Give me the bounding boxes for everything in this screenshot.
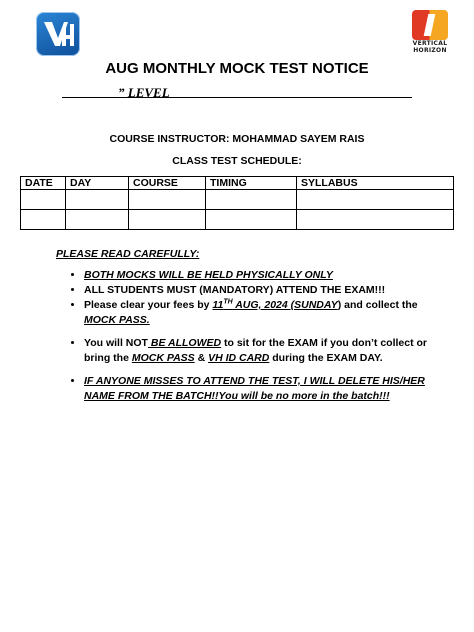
table-row	[21, 210, 454, 230]
vertical-horizon-logo	[409, 10, 451, 58]
mock-pass-text: MOCK PASS.	[84, 314, 150, 326]
table-cell	[129, 210, 206, 230]
note-mandatory: • ALL STUDENTS MUST (MANDATORY) ATTEND THE EXAM!!!	[84, 283, 436, 298]
table-cell	[66, 210, 129, 230]
vertical-horizon-logo-icon	[412, 10, 448, 40]
spacer	[84, 328, 436, 336]
vertical-horizon-wordmark: VERTICAL HORIZON	[412, 40, 448, 54]
level-label: ” LEVEL	[118, 85, 170, 100]
vh-id-card-text: VH ID CARD	[208, 352, 270, 364]
col-course: COURSE	[129, 177, 206, 190]
table-cell	[206, 210, 297, 230]
course-instructor: COURSE INSTRUCTOR: MOHAMMAD SAYEM RAIS	[109, 133, 365, 145]
table-cell	[21, 210, 66, 230]
spacer	[84, 366, 436, 374]
notice-title: AUG MONTHLY MOCK TEST NOTICE	[105, 60, 369, 77]
schedule-title: CLASS TEST SCHEDULE:	[172, 155, 302, 167]
not-allowed-text: BE ALLOWED	[147, 337, 222, 349]
note-delete-warning: • IF ANYONE MISSES TO ATTEND THE TEST, I WILL DELETE HIS/HER NAME FROM THE BATCH!!You will be no more in the batch!!!	[84, 374, 436, 404]
table-cell	[66, 190, 129, 210]
table-cell	[21, 190, 66, 210]
vh-logo-left	[36, 12, 80, 56]
col-date: DATE	[21, 177, 66, 190]
col-timing: TIMING	[206, 177, 297, 190]
please-read-heading: PLEASE READ CAREFULLY:	[56, 248, 200, 260]
fee-deadline: 11TH AUG, 2024 (SUNDAY	[212, 298, 338, 311]
schedule-table	[20, 176, 454, 230]
col-day: DAY	[66, 177, 129, 190]
note-fees: • Please clear your fees by 11TH AUG, 2024 (SUNDAY) and collect the MOCK PASS.	[84, 298, 436, 328]
note-physical-only: • BOTH MOCKS WILL BE HELD PHYSICALLY ONLY	[84, 268, 436, 283]
col-syllabus: SYLLABUS	[297, 177, 454, 190]
table-row	[21, 190, 454, 210]
table-cell	[297, 210, 454, 230]
table-cell	[129, 190, 206, 210]
table-cell	[297, 190, 454, 210]
schedule-header-row	[21, 177, 454, 190]
vh-logo-icon	[38, 14, 78, 54]
level-underline	[62, 97, 412, 98]
note-not-allowed: • You will NOT BE ALLOWED to sit for the EXAM if you don’t collect or bring the MOCK PASS & VH ID CARD during the EXAM DAY.	[84, 336, 436, 366]
notes-section	[56, 247, 436, 404]
table-cell	[206, 190, 297, 210]
mock-pass-text: MOCK PASS	[131, 352, 195, 364]
notes-list	[56, 268, 436, 404]
note-fees-text: Please clear your fees by	[84, 299, 213, 311]
